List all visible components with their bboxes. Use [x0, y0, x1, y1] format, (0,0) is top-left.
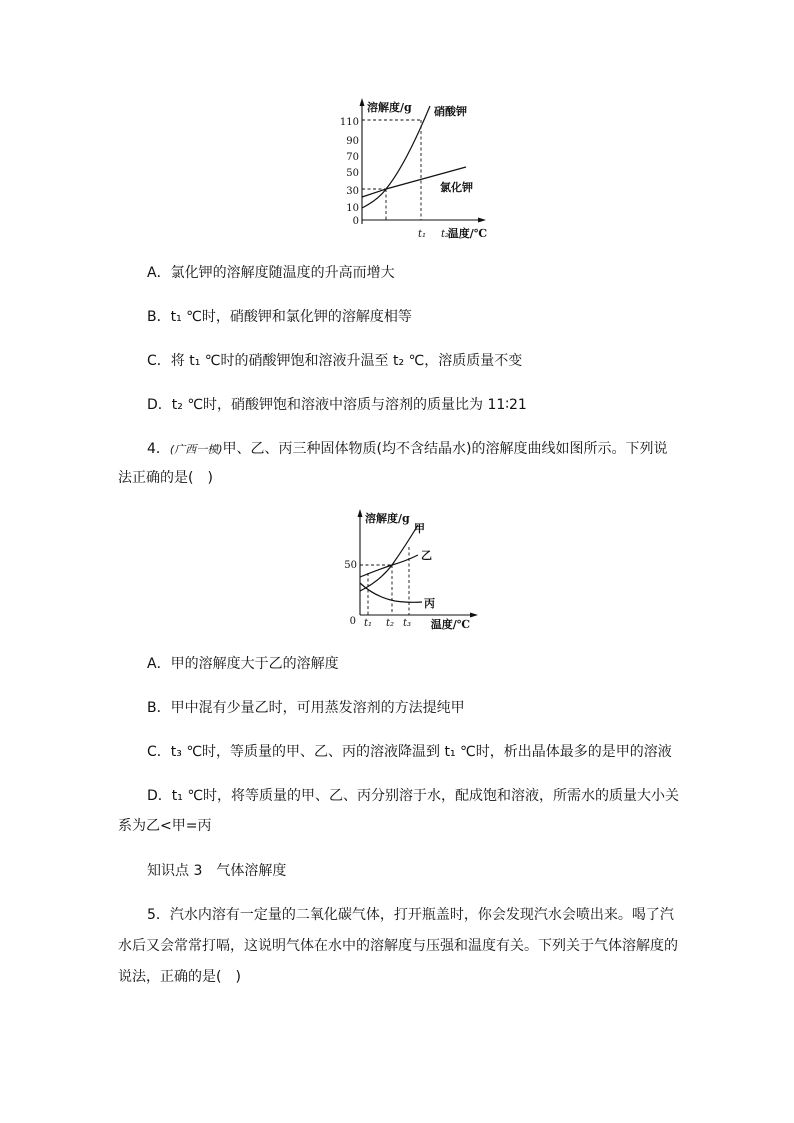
- chart2-xtick: t₂: [386, 618, 395, 629]
- q3-option-a: A．氯化钾的溶解度随温度的升高而增大: [147, 265, 395, 281]
- chart1-ytick: 30: [346, 186, 359, 197]
- q3-option-b: B．t₁ ℃时，硝酸钾和氯化钾的溶解度相等: [147, 309, 412, 325]
- q5-line3: 说法，正确的是( ): [118, 969, 241, 985]
- chart1-label-kcl: 氯化钾: [440, 181, 473, 194]
- chart2-origin: 0: [349, 616, 356, 627]
- chart2-ylabel: 溶解度/g: [365, 512, 410, 525]
- chart1-xtick: t₂: [441, 229, 450, 240]
- q4-option-d: D．t₁ ℃时，将等质量的甲、乙、丙分别溶于水，配成饱和溶液，所需水的质量大小关: [147, 788, 680, 804]
- chart1-ytick: 70: [346, 152, 359, 163]
- q4-stem-line1: [147, 439, 667, 460]
- chart1-ytick: 10: [346, 203, 359, 214]
- solubility-chart-kno3-kcl: [340, 96, 490, 240]
- chart1-ylabel: 溶解度/g: [367, 101, 412, 114]
- chart1-xlabel: 温度/℃: [447, 227, 487, 240]
- q3-option-d: D．t₂ ℃时，硝酸钾饱和溶液中溶质与溶剂的质量比为 11∶21: [147, 397, 527, 413]
- q3-option-c: C．将 t₁ ℃时的硝酸钾饱和溶液升温至 t₂ ℃，溶质质量不变: [147, 353, 523, 369]
- chart1-ytick: 50: [346, 168, 359, 179]
- q4-stem-line2: 法正确的是( ): [118, 470, 213, 486]
- section-heading: 知识点 3 气体溶解度: [147, 863, 287, 879]
- chart2-xtick: t₃: [403, 618, 412, 629]
- solubility-chart-jia-yi-bing: [340, 505, 480, 635]
- chart2-x-arrow: [470, 613, 478, 618]
- chart1-curve-kno3: [362, 106, 430, 208]
- chart2-ytick: 50: [344, 560, 357, 571]
- q4-source: (广西一模): [169, 443, 223, 456]
- chart1-xtick: t₁: [418, 229, 427, 240]
- chart2-label-yi: 乙: [421, 549, 432, 562]
- chart1-x-arrow: [478, 218, 486, 223]
- chart2-label-bing: 丙: [424, 597, 435, 610]
- q4-option-c: C．t₃ ℃时，等质量的甲、乙、丙的溶液降温到 t₁ ℃时，析出晶体最多的是甲的溶液: [147, 744, 672, 760]
- chart2-xlabel: 温度/℃: [430, 618, 470, 631]
- chart1-ytick: 110: [340, 117, 359, 128]
- q4-option-a: A．甲的溶解度大于乙的溶解度: [147, 656, 339, 672]
- q5-line2: 水后又会常常打嗝，这说明气体在水中的溶解度与压强和温度有关。下列关于气体溶解度的: [118, 938, 678, 954]
- chart2-label-jia: 甲: [414, 522, 425, 535]
- chart2-xtick: t₁: [364, 618, 373, 629]
- chart1-ytick: 90: [346, 136, 359, 147]
- chart1-label-kno3: 硝酸钾: [434, 105, 467, 118]
- q4-option-b: B．甲中混有少量乙时，可用蒸发溶剂的方法提纯甲: [147, 700, 465, 716]
- q4-number: 4．: [147, 441, 170, 457]
- q5-line1: 5．汽水内溶有一定量的二氧化碳气体，打开瓶盖时，你会发现汽水会喷出来。喝了汽: [147, 907, 674, 923]
- chart1-y-arrow: [360, 98, 365, 106]
- chart1-ytick: 0: [352, 216, 359, 227]
- chart2-y-arrow: [358, 509, 363, 517]
- q4-stem: 甲、乙、丙三种固体物质(均不含结晶水)的溶解度曲线如图所示。下列说: [222, 441, 668, 457]
- q4-option-d-cont: 系为乙<甲=丙: [118, 818, 212, 834]
